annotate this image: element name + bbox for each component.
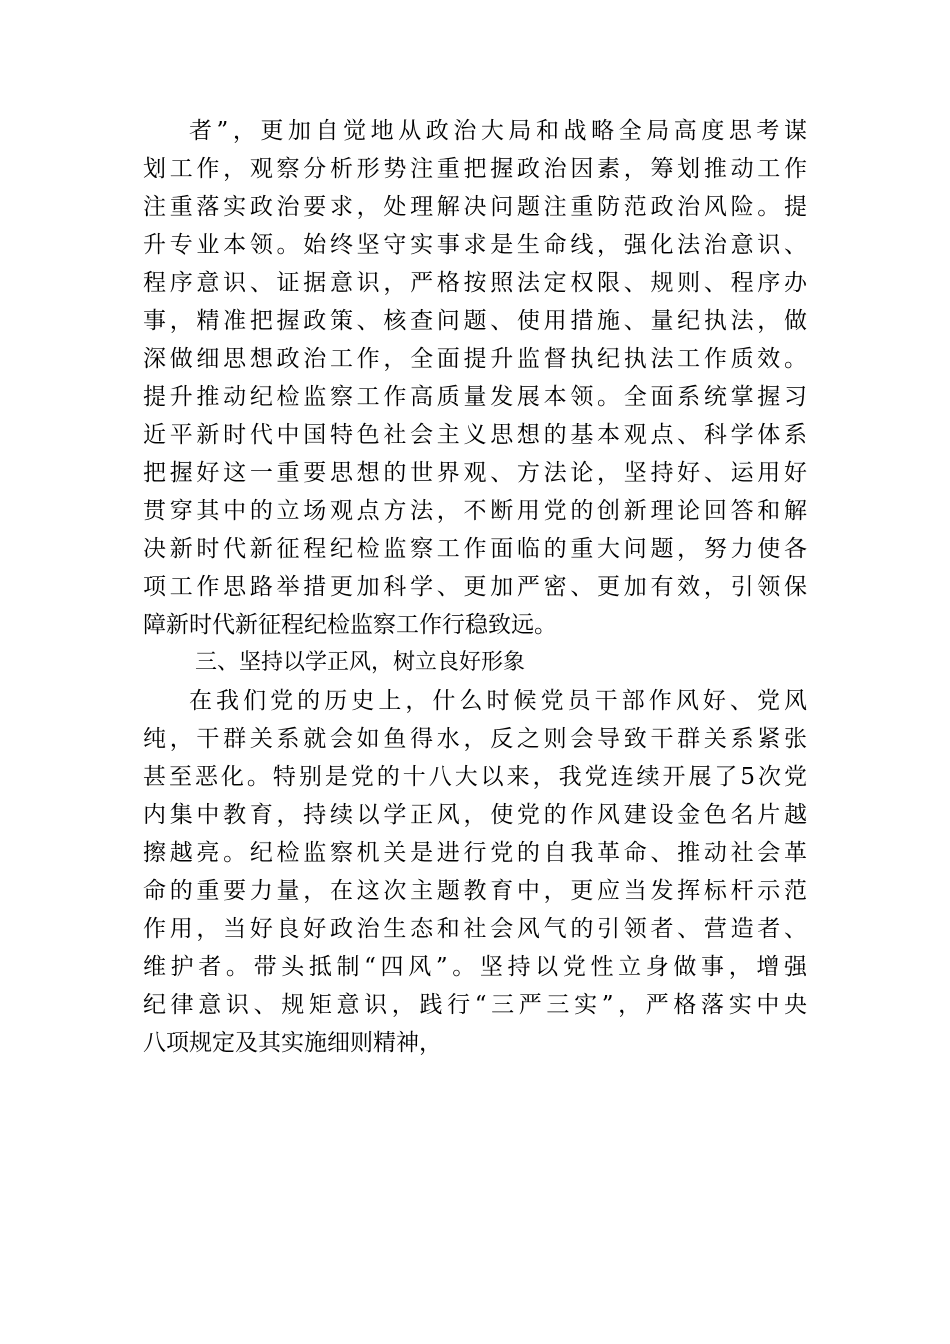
paragraph-1-line-11: 贯穿其中的立场观点方法，不断用党的创新理论回答和解 bbox=[143, 498, 807, 524]
paragraph-1-line-1: 者”，更加自觉地从政治大局和战略全局高度思考谋 bbox=[189, 118, 807, 144]
paragraph-2-line-7: 作用，当好良好政治生态和社会风气的引领者、营造者、 bbox=[143, 916, 807, 942]
paragraph-1-line-7: 深做细思想政治工作，全面提升监督执纪执法工作质效。 bbox=[143, 346, 807, 372]
paragraph-1-line-5: 程序意识、证据意识，严格按照法定权限、规则、程序办 bbox=[143, 270, 807, 296]
paragraph-2-line-6: 命的重要力量，在这次主题教育中，更应当发挥标杆示范 bbox=[143, 878, 807, 904]
paragraph-2-line-8: 维护者。带头抵制“四风”。坚持以党性立身做事，增强 bbox=[143, 954, 807, 980]
paragraph-1-line-9: 近平新时代中国特色社会主义思想的基本观点、科学体系 bbox=[143, 422, 807, 448]
body-text bbox=[143, 112, 807, 1062]
paragraph-1-line-10: 把握好这一重要思想的世界观、方法论，坚持好、运用好 bbox=[143, 460, 807, 486]
paragraph-2-line-4: 内集中教育，持续以学正风，使党的作风建设金色名片越 bbox=[143, 802, 807, 828]
paragraph-1-line-3: 注重落实政治要求，处理解决问题注重防范政治风险。提 bbox=[143, 194, 807, 220]
paragraph-1-line-8: 提升推动纪检监察工作高质量发展本领。全面系统掌握习 bbox=[143, 384, 807, 410]
paragraph-2-line-5: 擦越亮。纪检监察机关是进行党的自我革命、推动社会革 bbox=[143, 840, 807, 866]
paragraph-1-line-2: 划工作，观察分析形势注重把握政治因素，筹划推动工作 bbox=[143, 156, 807, 182]
paragraph-2-line-10: 八项规定及其实施细则精神， bbox=[143, 1030, 442, 1056]
paragraph-1-line-14: 障新时代新征程纪检监察工作行稳致远。 bbox=[143, 612, 557, 638]
section-heading: 三、坚持以学正风，树立良好形象 bbox=[195, 650, 526, 675]
paragraph-1-line-4: 升专业本领。始终坚守实事求是生命线，强化法治意识、 bbox=[143, 232, 807, 258]
paragraph-2-line-9: 纪律意识、规矩意识，践行“三严三实”，严格落实中央 bbox=[143, 992, 807, 1018]
paragraph-1-line-12: 决新时代新征程纪检监察工作面临的重大问题，努力使各 bbox=[143, 536, 807, 562]
paragraph-2-line-3: 甚至恶化。特别是党的十八大以来，我党连续开展了5次党 bbox=[143, 764, 807, 790]
paragraph-2-line-2: 纯，干群关系就会如鱼得水，反之则会导致干群关系紧张 bbox=[143, 726, 807, 752]
paragraph-1-line-13: 项工作思路举措更加科学、更加严密、更加有效，引领保 bbox=[143, 574, 807, 600]
paragraph-2-line-1: 在我们党的历史上，什么时候党员干部作风好、党风 bbox=[189, 688, 807, 714]
paragraph-1-line-6: 事，精准把握政策、核查问题、使用措施、量纪执法，做 bbox=[143, 308, 807, 334]
